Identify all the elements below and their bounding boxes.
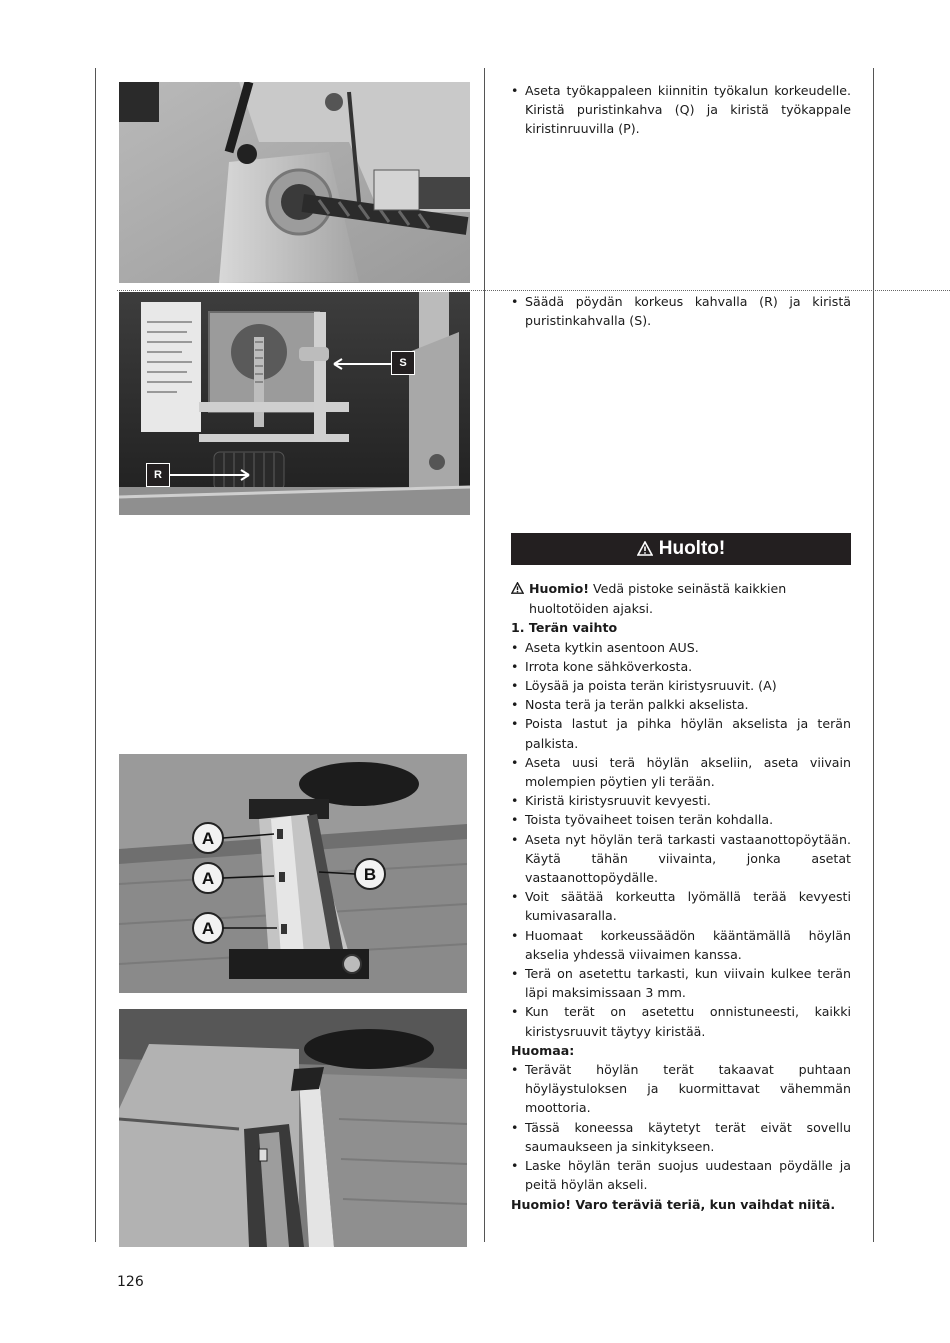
label-s: S xyxy=(391,351,415,375)
right-margin-line xyxy=(873,68,874,1242)
list-item: • Nosta terä ja terän palkki akselista. xyxy=(511,695,851,714)
column-divider-line xyxy=(484,68,485,1242)
section-divider xyxy=(117,290,950,291)
label-a-3: A xyxy=(201,919,215,938)
note-title: Huomaa: xyxy=(511,1042,575,1058)
maintenance-heading xyxy=(511,533,851,565)
list-item: • Laske höylän terän suojus uudestaan pöydälle ja peitä höylän akseli. xyxy=(511,1156,851,1194)
final-warning: Huomio! Varo teräviä teriä, kun vaihdat niitä. xyxy=(511,1196,836,1212)
maintenance-text xyxy=(511,579,851,1214)
list-item: • Tässä koneessa käytetyt terät eivät sovellu saumaukseen ja sinkitykseen. xyxy=(511,1118,851,1156)
photo-table-height xyxy=(119,292,470,515)
label-b: B xyxy=(363,865,377,884)
power-warning-text: Vedä pistoke seinästä kaikkien huoltotöiden ajaksi. xyxy=(529,581,787,617)
list-item: • Huomaat korkeussäädön kääntämällä höylän akselia yhdessä viivaimen kanssa. xyxy=(511,926,851,964)
label-a-1: A xyxy=(201,829,215,848)
label-a-2: A xyxy=(201,869,215,888)
list-item: • Poista lastut ja pihka höylän akselista ja terän palkista. xyxy=(511,714,851,752)
warning-triangle-icon xyxy=(637,535,653,567)
list-item: • Löysää ja poista terän kiristysruuvit. (A) xyxy=(511,676,851,695)
page-number: 126 xyxy=(117,1274,144,1290)
left-margin-line xyxy=(95,68,96,1242)
power-warning xyxy=(511,579,851,618)
section1-text xyxy=(511,81,851,139)
photo-drill-clamp xyxy=(119,82,470,283)
warning-triangle-icon xyxy=(511,580,529,599)
label-r: R xyxy=(146,463,170,487)
list-item: • Kun terät on asetettu onnistuneesti, kaikki kiristysruuvit täytyy kiristää. xyxy=(511,1002,851,1040)
maintenance-heading-title: Huolto! xyxy=(658,538,726,559)
list-item: • Toista työvaiheet toisen terän kohdalla. xyxy=(511,810,851,829)
photo-planer-shaft xyxy=(119,1009,467,1247)
power-warning-label: Huomio! xyxy=(529,581,589,596)
section2-text xyxy=(511,292,851,330)
list-item: • Terävät höylän terät takaavat puhtaan höyläystuloksen ja kuormittavat vähemmän moottoria. xyxy=(511,1060,851,1118)
list-item: • Aseta nyt höylän terä tarkasti vastaanottopöytään. Käytä tähän viivainta, jonka asetat vastaanottopöydälle. xyxy=(511,830,851,888)
list-item: • Aseta uusi terä höylän akseliin, aseta viivain molempien pöytien yli terään. xyxy=(511,753,851,791)
list-item: • Aseta kytkin asentoon AUS. xyxy=(511,638,851,657)
list-item: • Irrota kone sähköverkosta. xyxy=(511,657,851,676)
list-item: • Voit säätää korkeutta lyömällä terää kevyesti kumivasaralla. xyxy=(511,887,851,925)
step-title: 1. Terän vaihto xyxy=(511,620,618,636)
table-height-instruction: • Säädä pöydän korkeus kahvalla (R) ja kiristä puristinkahvalla (S). xyxy=(511,292,851,330)
list-item: • Kiristä kiristysruuvit kevyesti. xyxy=(511,791,851,810)
photo-planer-blade-screws xyxy=(119,754,467,993)
list-item: • Terä on asetettu tarkasti, kun viivain kulkee terän läpi maksimissaan 3 mm. xyxy=(511,964,851,1002)
clamp-instruction: • Aseta työkappaleen kiinnitin työkalun korkeudelle. Kiristä puristinkahva (Q) ja kiristä työkappale kiristinruuvilla (P). xyxy=(511,81,851,139)
